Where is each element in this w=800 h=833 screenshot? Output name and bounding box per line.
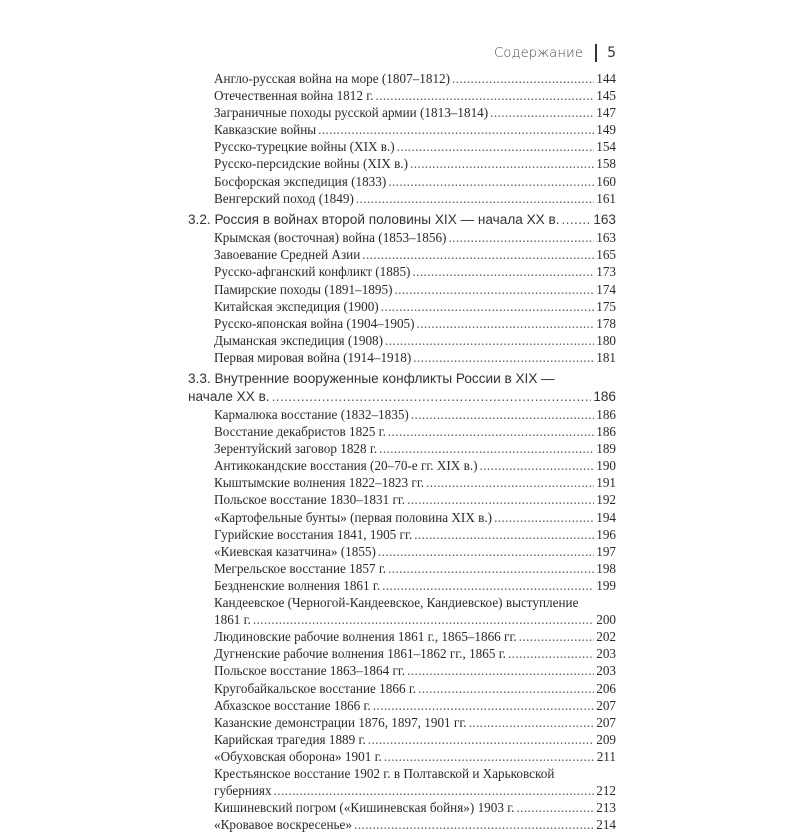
toc-section-3-2 [184,211,616,229]
leader-dots [375,87,594,104]
toc-entry: Русско-афганский конфликт (1885) ..... 173 [184,263,616,280]
page-number: 5 [607,45,616,61]
leader-dots [411,406,594,423]
leader-dots [407,662,594,679]
toc-entry: «Кровавое воскресенье» ..... 214 [184,816,616,833]
leader-dots [562,211,592,229]
leader-dots [362,246,594,263]
toc-entry: Памирские походы (1891–1895) ..... 174 [184,281,616,298]
running-head [494,44,616,62]
leader-dots [413,349,594,366]
running-head-separator [595,44,597,62]
toc-entry: Русско-турецкие войны (XIX в.) ..... 154 [184,138,616,155]
toc-entry: Заграничные походы русской армии (1813–1814) ..... 147 [184,104,616,121]
toc-entry: Польское восстание 1830–1831 гг. ..... 192 [184,491,616,508]
leader-dots [385,332,594,349]
toc-entry: Зерентуйский заговор 1828 г. ..... 189 [184,440,616,457]
leader-dots [388,173,594,190]
leader-dots [410,155,594,172]
leader-dots [508,645,594,662]
leader-dots [382,577,594,594]
toc-entry: Дыманская экспедиция (1908) ..... 180 [184,332,616,349]
toc-entry-line1: Кандеевское (Черногой-Кандеевское, Кандиевское) выступление [214,595,579,611]
toc-entry: Англо-русская война на море (1807–1812) ..... 144 [184,70,616,87]
toc-entry: «Обуховская оборона» 1901 г. ..... 211 [184,748,616,765]
toc-entry-multiline [184,594,616,628]
toc-entry: Кавказские войны ..... 149 [184,121,616,138]
toc-entry: Польское восстание 1863–1864 гг. ..... 203 [184,662,616,679]
leader-dots [368,731,594,748]
toc-entry: Людиновские рабочие волнения 1861 г., 1865–1866 гг. ..... 202 [184,628,616,645]
toc-entry: Антикокандские восстания (20–70-е гг. XIX в.) ..... 190 [184,457,616,474]
toc-entry: Бездненские волнения 1861 г. ..... 199 [184,577,616,594]
leader-dots [384,748,595,765]
toc-entry: Мегрельское восстание 1857 г. ..... 198 [184,560,616,577]
leader-dots [412,263,594,280]
toc-entry: Русско-японская война (1904–1905) ..... 178 [184,315,616,332]
leader-dots [318,121,594,138]
leader-dots [379,440,594,457]
toc-entry: Кругобайкальское восстание 1866 г. ..... 206 [184,680,616,697]
toc-entry: Дугненские рабочие волнения 1861–1862 гг., 1865 г. ..... 203 [184,645,616,662]
leader-dots [272,388,592,406]
leader-dots [397,138,595,155]
leader-dots [253,611,594,628]
section-heading: 3.2. Россия в войнах второй половины XIX — начала XX в. ..... 163 [184,211,616,229]
leader-dots [407,491,594,508]
leader-dots [494,509,594,526]
leader-dots [378,543,594,560]
leader-dots [516,799,594,816]
toc-entry: Карийская трагедия 1889 г. ..... 209 [184,731,616,748]
toc-entry: Кыштымские волнения 1822–1823 гг. ..... 191 [184,474,616,491]
toc-entry: «Киевская казатчина» (1855) ..... 197 [184,543,616,560]
toc-entry: «Картофельные бунты» (первая половина XIX в.) ..... 194 [184,509,616,526]
toc-section-3-3 [184,370,616,405]
toc-entry: Венгерский поход (1849) ..... 161 [184,190,616,207]
leader-dots [381,298,595,315]
leader-dots [356,190,594,207]
leader-dots [414,526,594,543]
leader-dots [469,714,595,731]
leader-dots [519,628,595,645]
toc-entry: Китайская экспедиция (1900) ..... 175 [184,298,616,315]
leader-dots [373,697,594,714]
toc-entry: Кишиневский погром («Кишиневская бойня») 1903 г. ..... 213 [184,799,616,816]
toc-entry: Гурийские восстания 1841, 1905 гг. ..... 196 [184,526,616,543]
toc-entry-line2: 1861 г. ..... 200 [184,611,616,628]
leader-dots [452,70,594,87]
section-heading-line2: начале XX в. ..... 186 [184,388,616,406]
leader-dots [394,281,594,298]
toc-entry: Отечественная война 1812 г. ..... 145 [184,87,616,104]
leader-dots [480,457,595,474]
leader-dots [354,816,594,833]
running-head-title: Содержание [494,45,584,61]
leader-dots [426,474,594,491]
leader-dots [448,229,594,246]
toc-entry-line1: Крестьянское восстание 1902 г. в Полтавской и Харьковской [214,765,555,781]
leader-dots [490,104,594,121]
toc-entry: Босфорская экспедиция (1833) ..... 160 [184,173,616,190]
toc-entry: Абхазское восстание 1866 г. ..... 207 [184,697,616,714]
leader-dots [418,680,594,697]
toc-entry: Русско-персидские войны (XIX в.) ..... 158 [184,155,616,172]
section-heading-line1: 3.3. Внутренние вооруженные конфликты России в XIX — [188,371,555,386]
table-of-contents [184,70,616,833]
leader-dots [388,560,594,577]
toc-entry: Восстание декабристов 1825 г. ..... 186 [184,423,616,440]
leader-dots [388,423,594,440]
toc-entry-multiline [184,765,616,799]
toc-entry: Первая мировая война (1914–1918) ..... 181 [184,349,616,366]
leader-dots [274,782,595,799]
toc-entry-line2: губерниях ..... 212 [184,782,616,799]
toc-entry: Крымская (восточная) война (1853–1856) ..... 163 [184,229,616,246]
leader-dots [417,315,595,332]
toc-entry: Завоевание Средней Азии ..... 165 [184,246,616,263]
toc-entry: Казанские демонстрации 1876, 1897, 1901 гг. ..... 207 [184,714,616,731]
toc-entry: Кармалюка восстание (1832–1835) ..... 186 [184,406,616,423]
